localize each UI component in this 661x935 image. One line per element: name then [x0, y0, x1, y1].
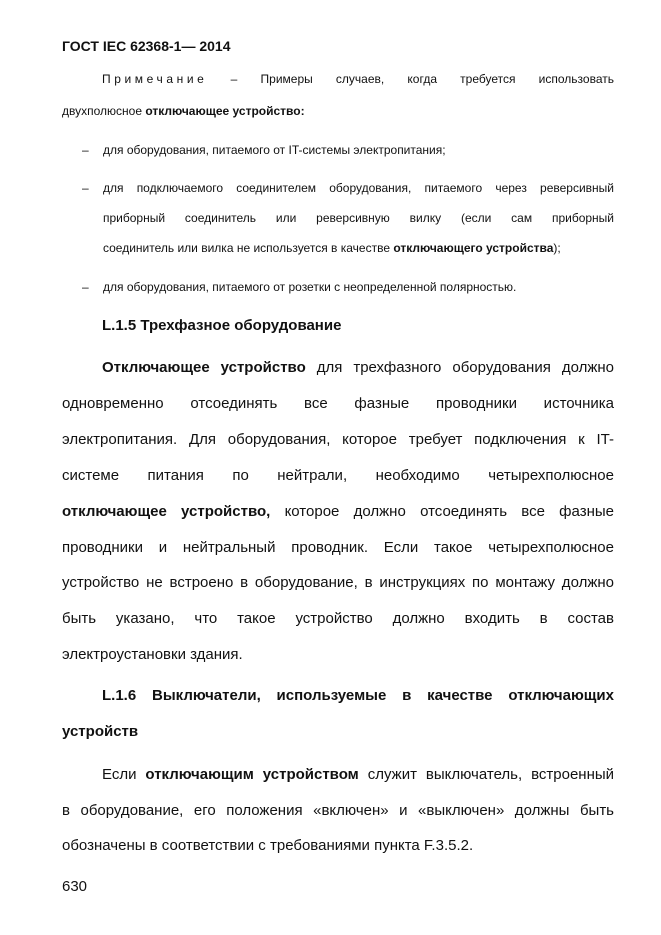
list-item-line-end: );: [553, 241, 561, 255]
section-heading-l15: L.1.5 Трехфазное оборудование: [102, 317, 342, 334]
paragraph-line: [102, 358, 614, 378]
note-label: Примечание: [102, 72, 208, 86]
note-line-1-rest: – Примеры случаев, когда требуется использовать: [230, 72, 614, 86]
page-number: 630: [62, 878, 88, 895]
paragraph-line-bold: отключающим устройством: [145, 766, 359, 783]
paragraph-line-plain: Если: [102, 766, 137, 783]
paragraph-line-rest: служит выключатель, встроенный: [367, 766, 615, 783]
list-item-line-plain: соединитель или вилка не используется в качестве: [103, 241, 390, 255]
list-dash: –: [82, 280, 89, 294]
paragraph-line-rest: которое должно отсоединять все фазные: [284, 503, 614, 520]
note-line-2-plain: двухполюсное: [62, 104, 142, 118]
section-heading-l16-line1: L.1.6 Выключатели, используемые в качестве отключающих: [102, 687, 614, 704]
document-header: ГОСТ IEC 62368-1— 2014: [62, 38, 231, 54]
note-line-2-bold: отключающее устройство:: [145, 104, 305, 118]
list-item: для оборудования, питаемого от IT-системы электропитания;: [103, 143, 446, 157]
list-item-line: приборный соединитель или реверсивную вилку (если сам приборный: [103, 211, 614, 225]
note-line-1: [102, 71, 614, 87]
paragraph-line: [102, 765, 614, 785]
paragraph-line: одновременно отсоединять все фазные проводники источника: [62, 395, 614, 412]
paragraph-line: быть указано, что такое устройство должно входить в состав: [62, 610, 614, 627]
paragraph-line: устройство не встроено в оборудование, в инструкциях по монтажу должно: [62, 574, 614, 591]
list-item-line-bold: отключающего устройства: [393, 241, 554, 255]
paragraph-line: электропитания. Для оборудования, которое требует подключения к IT-: [62, 431, 614, 448]
paragraph-line: проводники и нейтральный проводник. Если такое четырехполюсное: [62, 539, 614, 556]
note-line-2: [62, 103, 305, 119]
list-item-line: [103, 240, 561, 256]
paragraph-line: обозначены в соответствии с требованиями пункта F.3.5.2.: [62, 837, 474, 854]
paragraph-line-bold: Отключающее устройство: [102, 359, 306, 376]
list-dash: –: [82, 143, 89, 157]
list-item: для оборудования, питаемого от розетки с неопределенной полярностью.: [103, 280, 517, 294]
paragraph-line: системе питания по нейтрали, необходимо четырехполюсное: [62, 467, 614, 484]
paragraph-line: [62, 502, 614, 522]
list-item-line: для подключаемого соединителем оборудования, питаемого через реверсивный: [103, 181, 614, 195]
section-heading-l16-line2: устройств: [62, 723, 139, 740]
paragraph-line-bold: отключающее устройство,: [62, 503, 271, 520]
paragraph-line: в оборудование, его положения «включен» и «выключен» должны быть: [62, 802, 614, 819]
list-dash: –: [82, 181, 89, 195]
paragraph-line: электроустановки здания.: [62, 646, 243, 663]
paragraph-line-rest: для трехфазного оборудования должно: [316, 359, 614, 376]
